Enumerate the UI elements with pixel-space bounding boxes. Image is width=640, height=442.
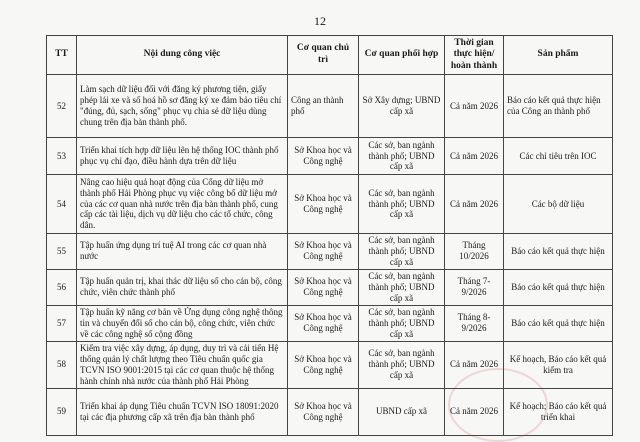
table-row <box>47 305 613 341</box>
row-deadline: Tháng 10/2026 <box>445 234 504 270</box>
row-content: Tập huấn quản trị, khai thác dữ liệu số cho cán bộ, công chức, viên chức thành phố <box>77 269 288 305</box>
row-coord: Sở Xây dựng; UBND cấp xã <box>359 75 445 138</box>
header-row <box>47 36 613 75</box>
header-tt: TT <box>47 36 77 75</box>
row-product: Báo cáo kết quả thực hiện của Công an thành phố <box>504 75 613 138</box>
header-coordinating-agency: Cơ quan phối hợp <box>359 36 445 75</box>
row-tt: 53 <box>47 138 77 175</box>
row-content: Triển khai áp dụng Tiêu chuẩn TCVN ISO 18091:2020 tại các địa phương cấp xã trên địa bàn thành phố <box>77 388 288 435</box>
row-lead: Sở Khoa học và Công nghệ <box>288 388 359 435</box>
header-content: Nội dung công việc <box>77 36 288 75</box>
row-content: Làm sạch dữ liệu đối với đăng ký phương tiện, giấy phép lái xe và số hoá hồ sơ đăng ký xe đảm bảo tiêu chí "đúng, đủ, sạch, sống" phục vụ chia sẻ dữ liệu dùng chung trên địa bàn thành phố. <box>77 75 288 138</box>
row-deadline: Cả năm 2026 <box>445 175 504 234</box>
row-tt: 57 <box>47 305 77 341</box>
row-content: Kiểm tra việc xây dựng, áp dụng, duy trì và cải tiến Hệ thống quản lý chất lượng theo Tiêu chuẩn quốc gia TCVN ISO 9001:2015 tại các cơ quan thuộc hệ thống hành chính nhà nước của thành phố Hải Phòng <box>77 341 288 388</box>
row-coord: Các sở, ban ngành thành phố; UBND cấp xã <box>359 234 445 270</box>
row-lead: Sở Khoa học và Công nghệ <box>288 341 359 388</box>
row-product: Báo cáo kết quả thực hiện <box>504 305 613 341</box>
row-tt: 55 <box>47 234 77 270</box>
header-lead-agency: Cơ quan chủ trì <box>288 36 359 75</box>
row-deadline: Cả năm 2026 <box>445 75 504 138</box>
row-content: Triển khai tích hợp dữ liệu lên hệ thống IOC thành phố phục vụ chỉ đạo, điều hành dựa trên dữ liệu <box>77 138 288 175</box>
row-content: Tập huấn kỹ năng cơ bản về Ứng dụng công nghệ thông tin và chuyển đổi số cho cán bộ, công chức, viên chức về các công nghệ số cộng đồng <box>77 305 288 341</box>
row-product: Các bộ dữ liệu <box>504 175 613 234</box>
row-tt: 59 <box>47 388 77 435</box>
header-product: Sản phẩm <box>504 36 613 75</box>
table-row <box>47 341 613 388</box>
row-lead: Sở Khoa học và Công nghệ <box>288 138 359 175</box>
row-lead: Sở Khoa học và Công nghệ <box>288 234 359 270</box>
row-deadline: Tháng 8-9/2026 <box>445 305 504 341</box>
row-coord: Các sở, ban ngành thành phố; UBND cấp xã <box>359 341 445 388</box>
row-coord: UBND cấp xã <box>359 388 445 435</box>
page-number: 12 <box>314 14 326 28</box>
row-deadline: Cả năm 2026 <box>445 138 504 175</box>
row-lead: Sở Khoa học và Công nghệ <box>288 305 359 341</box>
header-deadline: Thời gian thực hiện/ hoàn thành <box>445 36 504 75</box>
row-tt: 52 <box>47 75 77 138</box>
table-row <box>47 388 613 435</box>
row-product: Kế hoạch, Báo cáo kết quả kiểm tra <box>504 341 613 388</box>
row-coord: Các sở, ban ngành thành phố; UBND cấp xã <box>359 138 445 175</box>
row-lead: Sở Khoa học và Công nghệ <box>288 175 359 234</box>
row-product: Các chỉ tiêu trên IOC <box>504 138 613 175</box>
row-product: Kế hoạch; Báo cáo kết quả triển khai <box>504 388 613 435</box>
row-coord: Các sở, ban ngành thành phố; UBND cấp xã <box>359 269 445 305</box>
row-lead: Công an thành phố <box>288 75 359 138</box>
table-row <box>47 234 613 270</box>
row-content: Nâng cao hiệu quả hoạt động của Cổng dữ liệu mở thành phố Hải Phòng phục vụ việc công bố dữ liệu mở của các cơ quan nhà nước trên địa bàn thành phố, cung cấp các tài liệu, dịch vụ dữ liệu cho các tổ chức, công dân. <box>77 175 288 234</box>
row-tt: 56 <box>47 269 77 305</box>
table-row <box>47 269 613 305</box>
row-deadline: Tháng 7-9/2026 <box>445 269 504 305</box>
table-row <box>47 138 613 175</box>
row-tt: 58 <box>47 341 77 388</box>
row-tt: 54 <box>47 175 77 234</box>
table-row <box>47 75 613 138</box>
row-deadline: Cả năm 2026 <box>445 388 504 435</box>
row-deadline: Cả năm 2026 <box>445 341 504 388</box>
row-lead: Sở Khoa học và Công nghệ <box>288 269 359 305</box>
row-product: Báo cáo kết quả thực hiện <box>504 234 613 270</box>
row-content: Tập huấn ứng dụng trí tuệ AI trong các cơ quan nhà nước <box>77 234 288 270</box>
table-row <box>47 175 613 234</box>
task-table <box>46 35 613 436</box>
row-coord: Các sở, ban ngành thành phố; UBND cấp xã <box>359 175 445 234</box>
row-product: Báo cáo kết quả thực hiện <box>504 269 613 305</box>
row-coord: Các sở, ban ngành thành phố; UBND cấp xã <box>359 305 445 341</box>
